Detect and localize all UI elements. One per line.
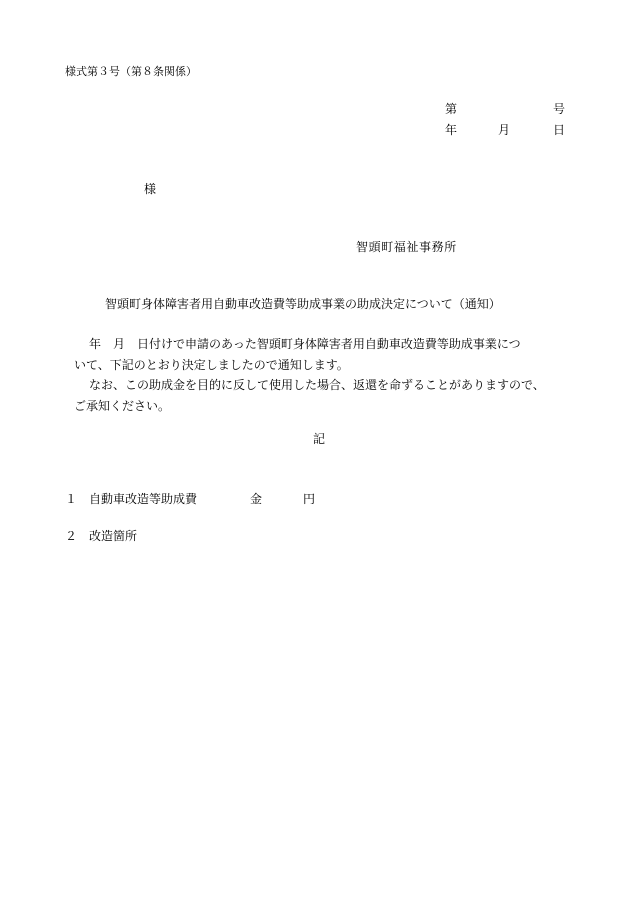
list-item-2 xyxy=(0,530,630,544)
document-number xyxy=(445,103,565,117)
body-paragraph-1 xyxy=(65,334,585,376)
amount-en-label: 円 xyxy=(303,492,316,506)
body-paragraph-2 xyxy=(65,375,585,417)
ki-heading: 記 xyxy=(313,432,326,446)
document-date xyxy=(445,124,565,138)
date-month-label: 月 xyxy=(498,123,511,137)
date-year-label: 年 xyxy=(445,123,458,137)
list-item-label: 自動車改造等助成費 xyxy=(89,492,198,506)
list-item-number: １ xyxy=(65,492,78,506)
form-number: 様式第３号（第８条関係） xyxy=(65,65,197,78)
list-item-1 xyxy=(0,493,630,507)
body-paragraph-1-line-1: 年 月 日付けで申請のあった智頭町身体障害者用自動車改造費等助成事業につ xyxy=(89,337,521,351)
body-paragraph-2-line-2: ご承知ください。 xyxy=(74,399,171,413)
document-subject: 智頭町身体障害者用自動車改造費等助成事業の助成決定について（通知） xyxy=(105,297,501,311)
list-item-number: ２ xyxy=(65,529,78,543)
list-item-label: 改造箇所 xyxy=(89,529,138,543)
body-paragraph-1-line-2: いて、下記のとおり決定しましたので通知します。 xyxy=(74,358,349,372)
body-paragraph-2-line-1: なお、この助成金を目的に反して使用した場合、返還を命ずることがありますので、 xyxy=(89,378,545,392)
addressee: 様 xyxy=(144,182,157,196)
document-number-go: 号 xyxy=(553,102,566,116)
document-number-dai: 第 xyxy=(445,102,458,116)
sender-name: 智頭町福祉事務所 xyxy=(356,240,457,254)
date-day-label: 日 xyxy=(553,123,566,137)
amount-kin-label: 金 xyxy=(250,492,263,506)
